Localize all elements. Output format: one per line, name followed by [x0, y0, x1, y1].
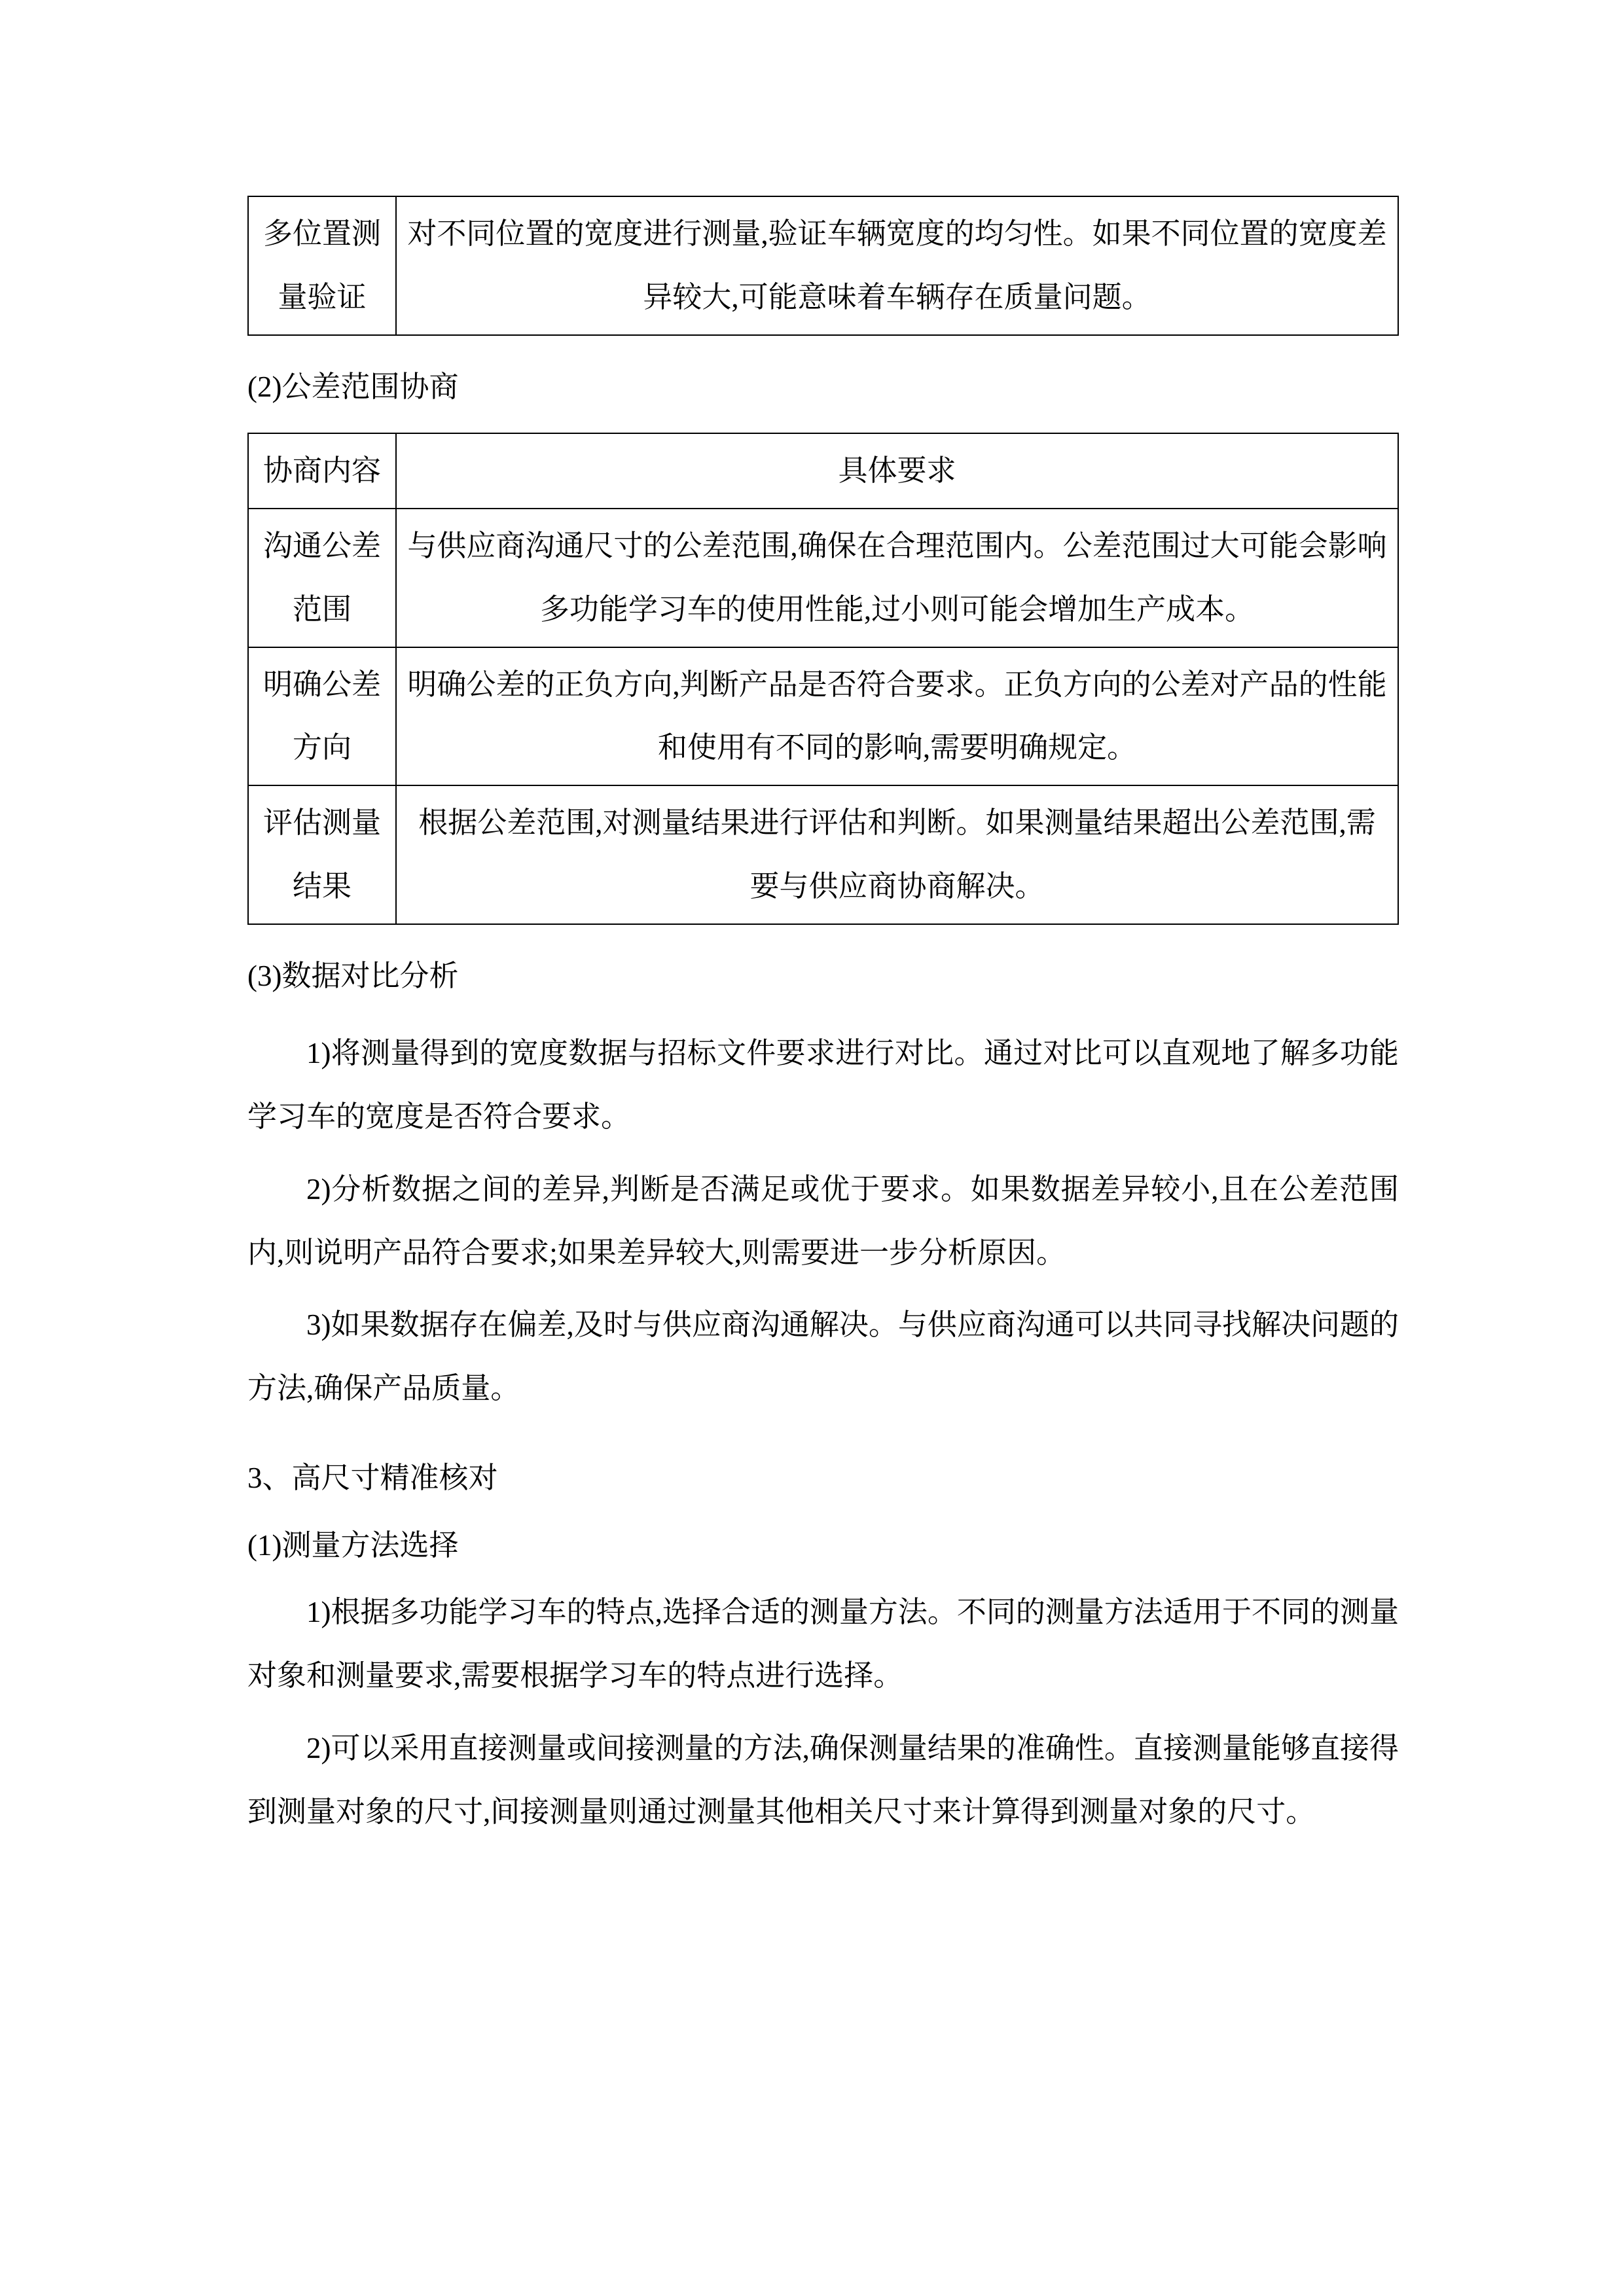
- row-content-cell: 明确公差的正负方向,判断产品是否符合要求。正负方向的公差对产品的性能和使用有不同的影响,需要明确规定。: [396, 647, 1398, 786]
- row-content-cell: 与供应商沟通尺寸的公差范围,确保在合理范围内。公差范围过大可能会影响多功能学习车的使用性能,过小则可能会增加生产成本。: [396, 509, 1398, 647]
- paragraph: 2)可以采用直接测量或间接测量的方法,确保测量结果的准确性。直接测量能够直接得到测量对象的尺寸,间接测量则通过测量其他相关尺寸来计算得到测量对象的尺寸。: [247, 1731, 1399, 1828]
- paragraph: 2)分析数据之间的差异,判断是否满足或优于要求。如果数据差异较小,且在公差范围内,则说明产品符合要求;如果差异较大,则需要进一步分析原因。: [247, 1172, 1399, 1269]
- row-label-cell: 沟通公差范围: [248, 509, 396, 647]
- tolerance-negotiation-table: [247, 433, 1399, 924]
- header-cell-specific-requirements: 具体要求: [396, 433, 1398, 509]
- paragraph: 1)根据多功能学习车的特点,选择合适的测量方法。不同的测量方法适用于不同的测量对象和测量要求,需要根据学习车的特点进行选择。: [247, 1596, 1399, 1692]
- table-header-row: [248, 433, 1398, 509]
- section-heading-tolerance-negotiation: (2)公差范围协商: [247, 370, 459, 403]
- paragraph: 3)如果数据存在偏差,及时与供应商沟通解决。与供应商沟通可以共同寻找解决问题的方法,确保产品质量。: [247, 1308, 1399, 1405]
- section-heading-data-comparison: (3)数据对比分析: [247, 959, 459, 992]
- subsection-heading-measurement-method: (1)测量方法选择: [247, 1528, 459, 1562]
- table-row: [248, 509, 1398, 647]
- table-row: [248, 785, 1398, 924]
- paragraph: 1)将测量得到的宽度数据与招标文件要求进行对比。通过对比可以直观地了解多功能学习车的宽度是否符合要求。: [247, 1037, 1399, 1133]
- header-cell-negotiation-content: 协商内容: [248, 433, 396, 509]
- row-label-cell: 多位置测量验证: [248, 196, 396, 335]
- row-content-cell: 根据公差范围,对测量结果进行评估和判断。如果测量结果超出公差范围,需要与供应商协商解决。: [396, 785, 1398, 924]
- row-label-cell: 评估测量结果: [248, 785, 396, 924]
- row-content-cell: 对不同位置的宽度进行测量,验证车辆宽度的均匀性。如果不同位置的宽度差异较大,可能意味着车辆存在质量问题。: [396, 196, 1398, 335]
- section-heading-height-check: 3、高尺寸精准核对: [247, 1461, 498, 1494]
- measurement-verification-table: [247, 196, 1399, 336]
- row-label-cell: 明确公差方向: [248, 647, 396, 786]
- table-row: [248, 196, 1398, 335]
- table-row: [248, 647, 1398, 786]
